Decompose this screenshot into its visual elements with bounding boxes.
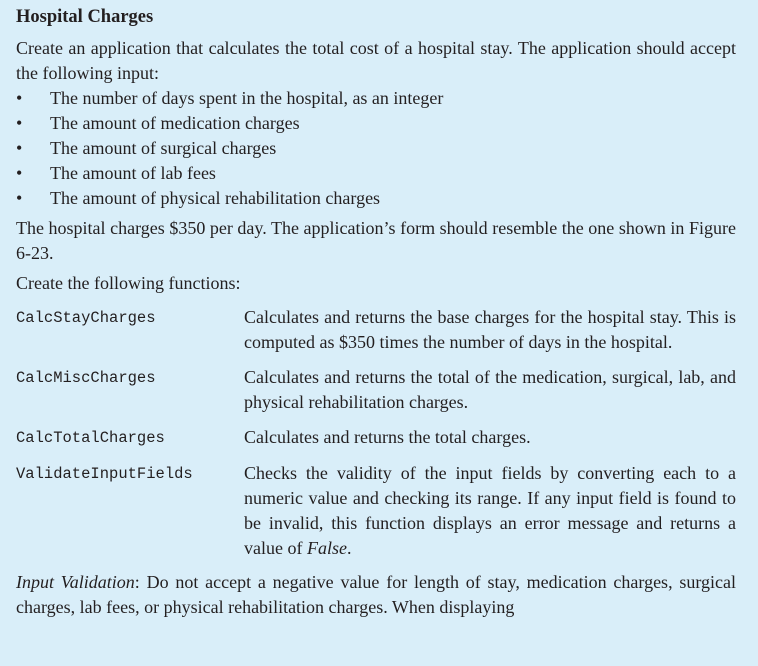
bullet-icon: •	[16, 188, 23, 208]
list-item-text: The number of days spent in the hospital, as an integer	[50, 88, 444, 108]
list-item	[16, 86, 736, 111]
table-row	[16, 305, 736, 355]
table-row	[16, 425, 736, 451]
rate-paragraph: The hospital charges $350 per day. The application’s form should resemble the one shown in Figure 6-23.	[16, 218, 736, 263]
function-name: CalcTotalCharges	[16, 429, 165, 447]
list-item	[16, 186, 736, 211]
validation-label: Input Validation	[16, 572, 135, 592]
validation-paragraph	[16, 570, 736, 620]
list-item-text: The amount of surgical charges	[50, 138, 277, 158]
function-table	[16, 305, 736, 561]
list-item-text: The amount of physical rehabilitation charges	[50, 188, 381, 208]
list-item-text: The amount of medication charges	[50, 113, 300, 133]
list-item	[16, 111, 736, 136]
function-name: ValidateInputFields	[16, 465, 193, 483]
functions-intro: Create the following functions:	[16, 273, 241, 293]
intro-paragraph: Create an application that calculates the total cost of a hospital stay. The application should accept the following input:	[16, 38, 736, 83]
bullet-icon: •	[16, 163, 23, 183]
table-row	[16, 461, 736, 561]
list-item	[16, 161, 736, 186]
function-name: CalcMiscCharges	[16, 369, 156, 387]
bullet-icon: •	[16, 88, 23, 108]
function-description: Calculates and returns the base charges for the hospital stay. This is computed as $350 times the number of days in the hospital.	[244, 307, 736, 352]
input-list	[16, 86, 736, 211]
bullet-icon: •	[16, 113, 23, 133]
function-description: Calculates and returns the total of the medication, surgical, lab, and physical rehabilitation charges.	[244, 367, 736, 412]
bullet-icon: •	[16, 138, 23, 158]
function-description	[244, 461, 736, 561]
list-item	[16, 136, 736, 161]
list-item-text: The amount of lab fees	[50, 163, 216, 183]
function-description: Calculates and returns the total charges.	[244, 427, 531, 447]
description-end: .	[346, 538, 352, 558]
section-title: Hospital Charges	[16, 7, 154, 27]
false-literal: False	[306, 538, 347, 558]
description-text: Checks the validity of the input fields by converting each to a numeric value and checking its range. If any input field is found to be invalid, this function displays an error message and returns a value of	[244, 463, 736, 558]
function-name: CalcStayCharges	[16, 309, 156, 327]
validation-text: : Do not accept a negative value for length of stay, medication charges, surgical charges, lab fees, or physical rehabilitation charges. When displaying	[16, 572, 737, 617]
table-row	[16, 365, 736, 415]
